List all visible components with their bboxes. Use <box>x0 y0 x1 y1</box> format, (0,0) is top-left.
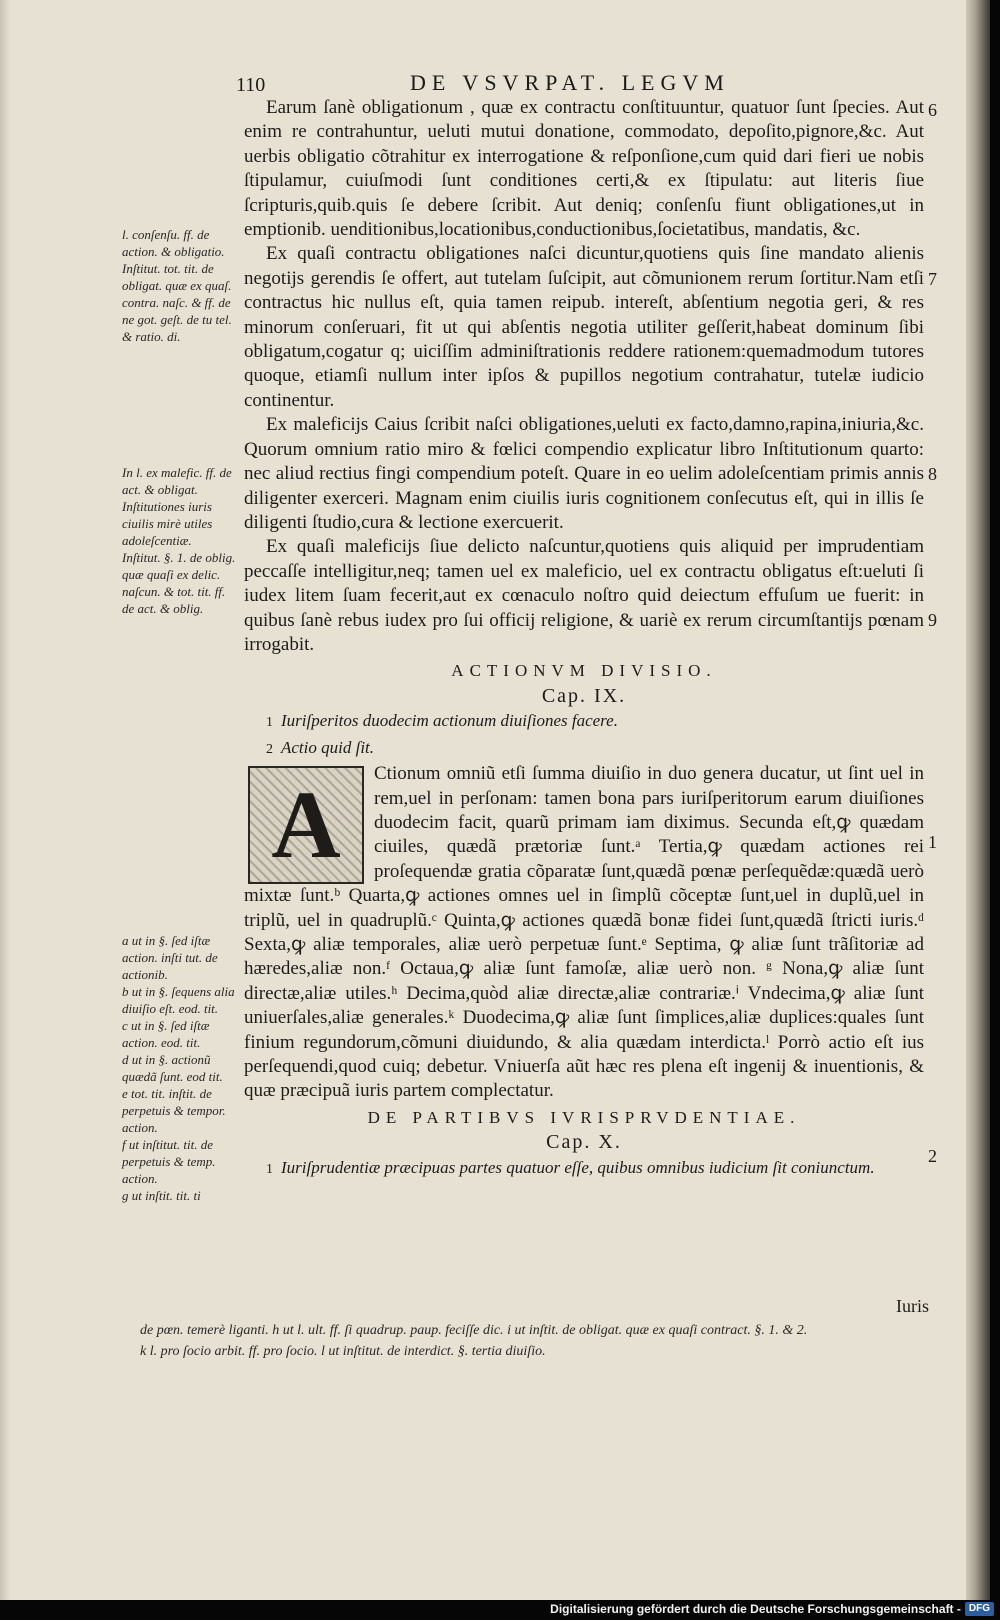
footnote-line: k l. pro ſocio arbit. ff. pro ſocio. l ut inſtitut. de interdict. §. tertia diuiſio. <box>140 1344 546 1359</box>
summary-text: Iuriſprudentiæ præcipuas partes quatuor eſſe, quibus omnibus iudicium ſit coniunctum. <box>281 1157 875 1177</box>
paragraph: Earum ſanè obligationum , quæ ex contractu conſtituuntur, quatuor ſunt ſpecies. Aut enim re contrahuntur, ueluti mutui donatione, commodato, depoſito,pignore,&c. Aut uerbis obligatio cõtrahitur ex interrogatione & reſponſione,cum quid dari fieri ue nobis ſtipulamur, cuiuſmodi ſunt conditiones certi,& ex ſtipulatu: aut literis ſiue ſcripturis,quib.quis ſe debere ſcribit. Aut deniq; conſenſu fiunt obligationes,ut in emptionib. uenditionibus,locationibus,conductionibus,ſocietatibus, mandatis, &c. <box>244 97 924 241</box>
margin-note: b ut in §. ſequens alia diuiſio eſt. eod. tit. <box>122 984 235 1016</box>
margin-note: Inſtitutiones iuris ciuilis mirè utiles adoleſcentiæ. <box>122 499 213 548</box>
chapter-heading: Cap. IX. <box>541 684 627 707</box>
summary-number: 2 <box>266 742 273 758</box>
footnote-line: de pœn. temerè liganti. h ut l. ult. ff. ſi quadrup. paup. feciſſe dic. i ut inſtit. de obligat. quæ ex quaſi contract. §. 1. & 2. <box>140 1323 808 1338</box>
paragraph: Ex maleficijs Caius ſcribit naſci obligationes,ueluti ex facto,damno,rapina,iniuria,&c. Quorum omnium ratio miro & fœlici compendio explicatur libro Inſtitutionum quarto: nec aliud rectius fingi compendium poteſt. Quare in eo uelim adoleſcentiam primis annis diligenter exerceri. Magnam enim ciuilis iuris cognitionem conſecutus eſt, qui in illis ſe diligenti ſtudio,cura & lectione exercuerit. <box>244 414 924 533</box>
digitization-credit <box>550 1600 994 1618</box>
summary-number: 1 <box>266 715 273 731</box>
chapter-heading: Cap. X. <box>546 1131 622 1154</box>
ornamental-initial: A <box>248 766 364 884</box>
section-title: ACTIONVM DIVISIO. <box>451 661 717 681</box>
section-number: 7 <box>928 269 937 289</box>
paragraph: Ex quaſi contractu obligationes naſci dicuntur,quotiens quis ſine mandato alienis negotijs gerendis ſe offert, aut tutelam ſuſcipit, aut cõmunionem rerum ſortitur.Nam etſi contractus hic nullus eſt, quia tamen reipub. intereſt, abſentium negotia geri, & res minorum conſeruari, fit ut qui abſentis negotia utiliter geſſerit,habeat dominum ſibi obligatum,cogatur q; uiciſſim adminiſtrationis reddere rationem:quemadmodum tutores quoque, etiamſi nullum inter ipſos & pupillos negotium contrahatur, tutelæ iudicio continentur. <box>244 243 924 411</box>
section-number: 9 <box>928 610 937 630</box>
chapter-summary-item <box>244 1155 924 1182</box>
margin-note: f ut inſtitut. tit. de perpetuis & temp. action. <box>122 1137 216 1186</box>
section-title: DE PARTIBVS IVRISPRVDENTIAE. <box>367 1107 801 1127</box>
margin-note: Inſtitut. §. 1. de oblig. quæ quaſi ex delic. naſcun. & tot. tit. ff. de act. & oblig. <box>122 550 236 616</box>
section-number: 2 <box>928 1146 937 1166</box>
section-number: 1 <box>928 832 937 852</box>
book-binding <box>966 0 990 1600</box>
margin-note: d ut in §. actionũ quædã ſunt. eod tit. <box>122 1052 223 1084</box>
chapter-summary-item <box>244 708 924 735</box>
main-text <box>244 96 924 1182</box>
margin-note: In l. ex malefic. ff. de act. & obligat. <box>122 465 232 497</box>
chapter-summary-item <box>244 735 924 762</box>
section-number: 6 <box>928 100 937 120</box>
paragraph: Ex quaſi maleficijs ſiue delicto naſcuntur,quotiens quis aliquid per imprudentiam peccaſſe intelligitur,neq; tamen uel ex maleficio, uel ex contractu obligatus eſt:ueluti ſi iudex litem ſuam fecerit,aut ex cœnaculo noſtro quid deiectum effuſum ue fuerit: in quibus ſanè rebus iudex pro ſui officij religione, & uariè ex rerum circumſtantijs pœnam irrogabit. <box>244 536 924 655</box>
section-number: 8 <box>928 464 937 484</box>
running-title: DE VSVRPAT. LEGVM <box>410 70 730 95</box>
margin-note: a ut in §. ſed iſtæ action. inſti tut. de actionib. <box>122 933 218 982</box>
summary-text: Actio quid ſit. <box>281 738 375 758</box>
dfg-logo-icon: DFG <box>965 1602 994 1616</box>
margin-note: l. conſenſu. ff. de action. & obligatio. <box>122 227 225 259</box>
catchword: Iuris <box>896 1296 929 1316</box>
margin-notes-top <box>122 226 238 345</box>
credit-text: Digitalisierung gefördert durch die Deutsche Forschungsgemeinschaft - <box>550 1602 961 1616</box>
margin-note: g ut inſtit. tit. ti <box>122 1188 201 1203</box>
summary-number: 1 <box>266 1161 273 1177</box>
paragraph: Ctionum omniũ etſi ſumma diuiſio in duo genera ducatur, ut ſint uel in rem,uel in perſonam: tamen bona pars iuriſperitorum earum diuiſiones duodecim facit, quarũ primam iam diximus. Secunda eſt,ꝙ quædam ciuiles, quædã prætoriæ ſunt.ᵃ Tertia,ꝙ quædam actiones rei proſequendæ gratia cõparatæ ſunt,quædã pœnæ perſequẽdæ:quædã uerò mixtæ ſunt.ᵇ Quarta,ꝙ actiones omnes uel in ſimplũ cõceptæ ſunt,uel in duplũ,uel in triplũ, uel in quadruplũ.ᶜ Quinta,ꝙ actiones quædã bonæ fidei ſunt,quædã ſtricti iuris.ᵈ Sexta,ꝙ aliæ temporales, aliæ uerò perpetuæ ſunt.ᵉ Septima, ꝙ aliæ ſunt trãſitoriæ ad hæredes,aliæ non.ᶠ Octaua,ꝙ aliæ ſunt famoſæ, aliæ uerò non. ᵍ Nona,ꝙ aliæ ſunt directæ,aliæ utiles.ʰ Decima,quòd aliæ directæ,aliæ contrariæ.ⁱ Vndecima,ꝙ aliæ ſunt uniuerſales,aliæ generales.ᵏ Duodecima,ꝙ aliæ ſunt ſimplices,aliæ duplices:quales ſunt finium regundorum,cõmuni diuidundo, & alia quædam interdicta.ˡ Porrò actio eſt ius perſequendi,quod cuiq; debetur. Vniuerſa aũt hæc res plena eſt ingenij & inuentionis, & quæ præcipuã iuris partem complectatur. <box>244 763 924 1102</box>
summary-text: Iuriſperitos duodecim actionum diuiſiones facere. <box>281 711 618 731</box>
margin-note: e tot. tit. inſtit. de perpetuis & tempor. action. <box>122 1086 226 1135</box>
page-number: 110 <box>236 74 266 96</box>
page-edge <box>0 0 10 1600</box>
running-head <box>0 70 990 98</box>
margin-note: Inſtitut. tot. tit. de obligat. quæ ex quaſ. contra. naſc. & ff. de ne got. geſt. de tu tel. & ratio. di. <box>122 261 232 344</box>
margin-notes-mid <box>122 464 238 617</box>
footnotes <box>140 1320 930 1362</box>
margin-note: c ut in §. ſed iſtæ action. eod. tit. <box>122 1018 210 1050</box>
margin-notes-bottom <box>122 932 238 1204</box>
